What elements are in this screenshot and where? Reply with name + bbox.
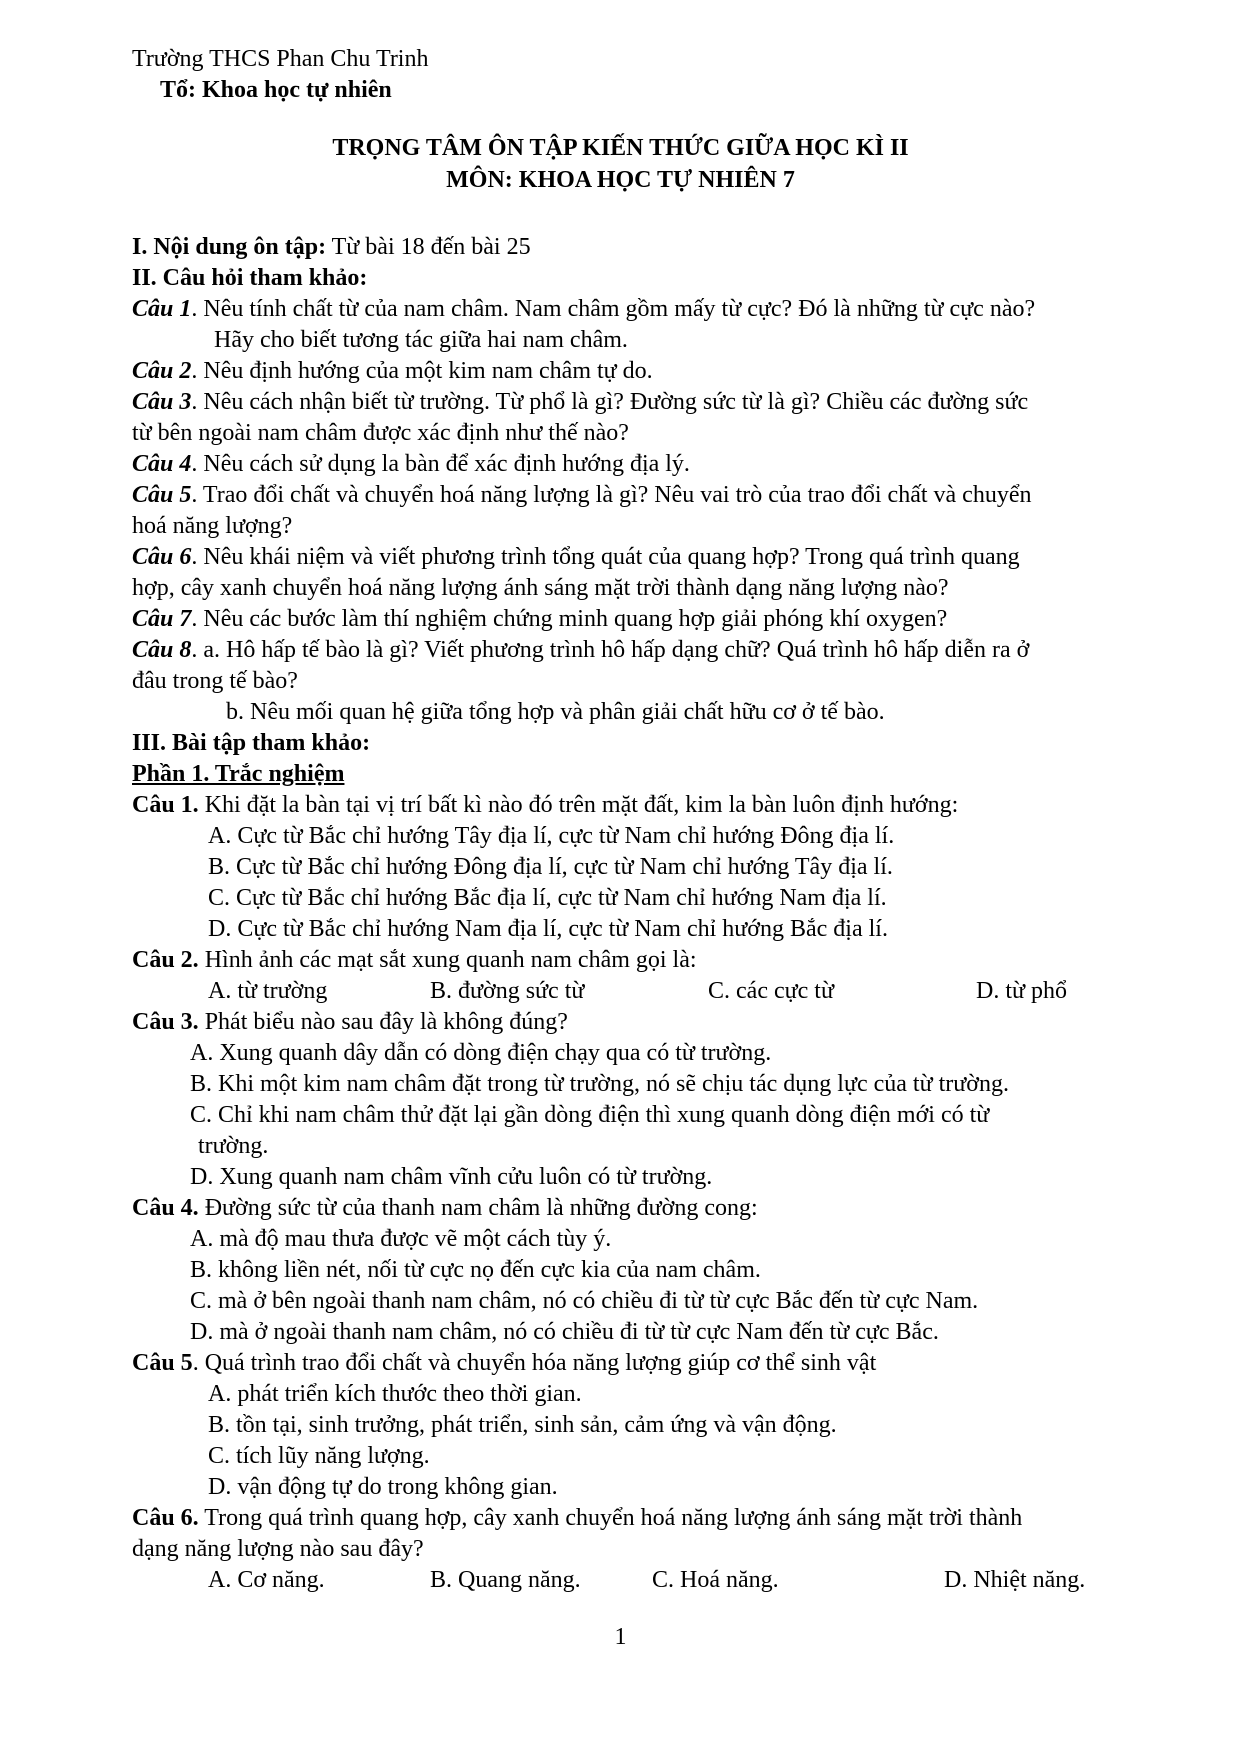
mcq-label: Câu 4. [132,1195,199,1221]
question-1-continuation: Hãy cho biết tương tác giữa hai nam châm. [214,327,628,353]
question-text: . Nêu cách nhận biết từ trường. Từ phổ là gì? Đường sức từ là gì? Chiều các đường sức [191,389,1029,415]
question-7 [132,604,947,635]
question-label: Câu 6 [132,544,192,570]
question-5-continuation: hoá năng lượng? [132,513,293,539]
mcq-label: Câu 6. [132,1505,199,1531]
mcq-text: Đường sức từ của thanh nam châm là những đường cong: [198,1195,758,1221]
mcq-option: B. Cực từ Bắc chỉ hướng Đông địa lí, cực từ Nam chỉ hướng Tây địa lí. [208,854,893,880]
mcq-option: D. mà ở ngoài thanh nam châm, nó có chiều đi từ từ cực Nam đến từ cực Bắc. [190,1319,939,1345]
mcq-6-continuation: dạng năng lượng nào sau đây? [132,1536,424,1562]
mcq-option: B. Quang năng. [430,1567,581,1593]
question-8-continuation: đâu trong tế bào? [132,668,298,694]
mcq-4 [132,1193,758,1224]
question-6-continuation: hợp, cây xanh chuyển hoá năng lượng ánh sáng mặt trời thành dạng năng lượng nào? [132,575,949,601]
question-text: . Nêu các bước làm thí nghiệm chứng minh quang hợp giải phóng khí oxygen? [191,606,948,632]
mcq-option-continuation: trường. [198,1133,269,1159]
question-3-continuation: từ bên ngoài nam châm được xác định như thế nào? [132,420,629,446]
mcq-6 [132,1503,1022,1534]
mcq-label: Câu 1. [132,792,199,818]
question-4 [132,449,690,480]
question-3 [132,387,1028,418]
mcq-text: . Quá trình trao đổi chất và chuyển hóa năng lượng giúp cơ thể sinh vật [192,1350,877,1376]
question-label: Câu 3 [132,389,192,415]
page-number: 1 [614,1624,627,1650]
mcq-1 [132,790,958,821]
mcq-option: D. từ phổ [976,978,1068,1004]
question-label: Câu 7 [132,606,192,632]
question-label: Câu 1 [132,296,192,322]
part-1-heading: Phần 1. Trắc nghiệm [132,761,345,787]
mcq-option: B. đường sức từ [430,978,585,1004]
section-1 [132,232,531,263]
mcq-option: A. Cực từ Bắc chỉ hướng Tây địa lí, cực từ Nam chỉ hướng Đông địa lí. [208,823,895,849]
question-label: Câu 5 [132,482,192,508]
section-1-text: Từ bài 18 đến bài 25 [326,234,531,260]
mcq-option: A. Xung quanh dây dẫn có dòng điện chạy qua có từ trường. [190,1040,772,1066]
mcq-option: A. Cơ năng. [208,1567,325,1593]
question-8-part-b: b. Nêu mối quan hệ giữa tổng hợp và phân giải chất hữu cơ ở tế bào. [226,699,885,725]
mcq-option: C. Chỉ khi nam châm thử đặt lại gần dòng điện thì xung quanh dòng điện mới có từ [190,1102,990,1128]
question-8 [132,635,1029,666]
mcq-option: A. phát triển kích thước theo thời gian. [208,1381,582,1407]
mcq-option: C. các cực từ [708,978,834,1004]
department-name: Tổ: Khoa học tự nhiên [160,77,392,103]
question-text: . Nêu tính chất từ của nam châm. Nam châm gồm mấy từ cực? Đó là những từ cực nào? [191,296,1036,322]
mcq-label: Câu 2. [132,947,199,973]
mcq-2 [132,945,697,976]
mcq-option: A. từ trường [208,978,328,1004]
question-label: Câu 4 [132,451,192,477]
mcq-option: D. vận động tự do trong không gian. [208,1474,558,1500]
mcq-option: B. không liền nét, nối từ cực nọ đến cực kia của nam châm. [190,1257,761,1283]
mcq-text: Phát biểu nào sau đây là không đúng? [198,1009,568,1035]
mcq-text: Hình ảnh các mạt sắt xung quanh nam châm gọi là: [198,947,697,973]
section-2-heading: II. Câu hỏi tham khảo: [132,265,368,291]
document-subtitle: MÔN: KHOA HỌC TỰ NHIÊN 7 [446,167,795,193]
question-text: . Nêu khái niệm và viết phương trình tổng quát của quang hợp? Trong quá trình quang [191,544,1020,570]
question-text: . Nêu cách sử dụng la bàn để xác định hướng địa lý. [191,451,690,477]
question-5 [132,480,1031,511]
question-1 [132,294,1035,325]
question-text: . a. Hô hấp tế bào là gì? Viết phương trình hô hấp dạng chữ? Quá trình hô hấp diễn ra ở [191,637,1030,663]
mcq-label: Câu 3. [132,1009,199,1035]
mcq-3 [132,1007,568,1038]
question-6 [132,542,1020,573]
mcq-option: D. Xung quanh nam châm vĩnh cửu luôn có từ trường. [190,1164,713,1190]
mcq-option: C. Cực từ Bắc chỉ hướng Bắc địa lí, cực từ Nam chỉ hướng Nam địa lí. [208,885,887,911]
mcq-5 [132,1348,876,1379]
mcq-option: B. tồn tại, sinh trưởng, phát triển, sinh sản, cảm ứng và vận động. [208,1412,837,1438]
mcq-option: D. Nhiệt năng. [944,1567,1086,1593]
mcq-option: C. Hoá năng. [652,1567,779,1593]
mcq-text: Khi đặt la bàn tại vị trí bất kì nào đó trên mặt đất, kim la bàn luôn định hướng: [198,792,959,818]
question-2 [132,356,653,387]
mcq-option: C. mà ở bên ngoài thanh nam châm, nó có chiều đi từ từ cực Bắc đến từ cực Nam. [190,1288,979,1314]
mcq-option: A. mà độ mau thưa được vẽ một cách tùy ý. [190,1226,612,1252]
mcq-option: C. tích lũy năng lượng. [208,1443,430,1469]
mcq-option: B. Khi một kim nam châm đặt trong từ trường, nó sẽ chịu tác dụng lực của từ trường. [190,1071,1009,1097]
mcq-label: Câu 5 [132,1350,193,1376]
school-name: Trường THCS Phan Chu Trinh [132,46,429,72]
section-1-label: I. Nội dung ôn tập: [132,234,327,260]
question-label: Câu 8 [132,637,192,663]
document-title: TRỌNG TÂM ÔN TẬP KIẾN THỨC GIỮA HỌC KÌ II [332,135,909,161]
question-text: . Nêu định hướng của một kim nam châm tự do. [191,358,653,384]
section-3-heading: III. Bài tập tham khảo: [132,730,371,756]
question-text: . Trao đổi chất và chuyển hoá năng lượng là gì? Nêu vai trò của trao đổi chất và chuyển [191,482,1032,508]
mcq-option: D. Cực từ Bắc chỉ hướng Nam địa lí, cực từ Nam chỉ hướng Bắc địa lí. [208,916,888,942]
mcq-text: Trong quá trình quang hợp, cây xanh chuyển hoá năng lượng ánh sáng mặt trời thành [198,1505,1023,1531]
question-label: Câu 2 [132,358,192,384]
